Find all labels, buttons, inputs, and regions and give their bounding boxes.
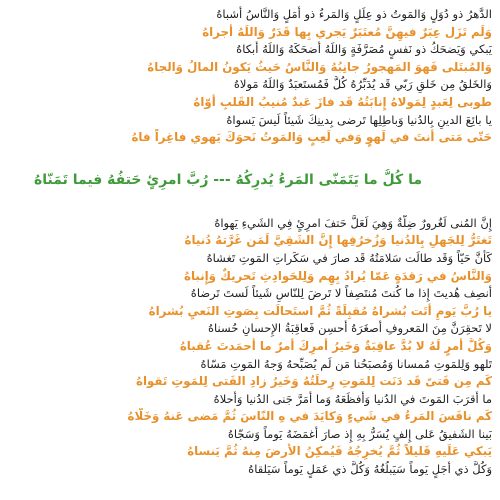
poem-line: طوبى لِعَبدٍ لِمَولاهُ إِنابَتُهُ قَد فازَ عَبدٌ مُنيبُ القَلبِ أَوّاهُ <box>193 94 492 109</box>
poem-line: لا تَحقِرَنَّ مِنَ المَعروفِ أَصغَرَهُ أَحسِن فَعاقِبَةُ الإِحسانِ حُسناهُ <box>208 321 492 336</box>
poem-line: حَتّى مَتى أَنتَ في لَهوٍ وَفي لَعِبٍ وَالمَوتُ نَحوَكَ يَهوي فاغِراً فاهُ <box>131 130 492 145</box>
poem-line: أَنصِف هُديتَ إِذا ما كُنتَ مُنتَصِفاً لا تَرضَ لِلنّاسِ شَيئاً لَستَ تَرضاهُ <box>190 286 492 301</box>
poem-line: كَم مِن فَتىً قَد دَنَت لِلمَوتِ رِحلَتُهُ وَخَيرُ زادِ الفَتى لِلمَوتِ تَقواهُ <box>136 374 492 389</box>
poem-line: ما أَقرَبَ المَوتَ في الدُنيا وَأَفظَعَهُ وَما أَمَرَّ جَنى الدُنيا وَأَحلاهُ <box>213 391 492 406</box>
poem-line: وَالنَّاسُ في رَقدَةٍ عَمّا يُرادُ بِهِم وَلِلحَوادِثِ تَحريكٌ وَإِنباهُ <box>184 268 492 283</box>
poem-heading: ما كُلُّ ما يَتَمَنّى المَرءُ يُدرِكُهُ --- رُبَّ امرِئٍ حَتفُهُ فيما تَمَنّاهُ <box>33 171 422 188</box>
poem-line: بَينا الشَفيقُ عَلى إِلفٍ يُسَرُّ بِهِ إِذ صارَ أَغمَضَهُ يَوماً وَسَجّاهُ <box>227 426 492 441</box>
poem-line: تَلهو وَلِلمَوتِ مُمسانا وَمُصبَحُنا مَن لَم يُصَبِّحهُ وَجهُ المَوتِ مَسّاهُ <box>200 356 492 371</box>
poem-stanza-2 <box>8 215 492 479</box>
poem-line: كَأَنَّ حَيّاً وَقَد طالَت سَلامَتُهُ قَد صارَ في سَكَراتِ المَوتِ تَغشاهُ <box>206 250 492 265</box>
poem-line: وَكُلُّ أَمرٍ لَهُ لا بُدَّ عاقِبَةٌ وَخَيرُ أَمرِكَ أَمرٌ ما أَحمَدتَ عُقباهُ <box>179 338 492 353</box>
poem-line: وَلَم تَزَل عِبَرٌ فيهِنَّ مُعتَبَرٌ يَجري بِها قَدَرٌ وَاللَهُ أَجراهُ <box>202 24 492 39</box>
poem-line: كَم نافَسَ المَرءُ في شَيءٍ وَكايَدَ في هِ النّاسَ ثُمَّ مَضى عَنهُ وَخَلّاهُ <box>127 409 492 424</box>
poem-line: الدَّهرُ ذو دُوَلٍ وَالمَوتُ ذو عِلَلٍ وَالمَرءُ ذو أَمَلٍ وَالنَّاسُ أَشباهُ <box>216 7 492 21</box>
poem-line: وَالخَلقُ مِن خَلقِ رَبّي قَد يُدَبِّرُهُ كُلٌّ فَمُستَعبَدٌ وَاللَهُ مَولاهُ <box>233 77 492 92</box>
poem-stanza-1 <box>8 6 492 147</box>
poem-line: وَكُلُّ ذي أَجَلٍ يَوماً سَيَبلُغُهُ وَكُلُّ ذي عَمَلٍ يَوماً سَيَلقاهُ <box>248 462 492 477</box>
poem-line: يَبكي وَيَضحَكُ ذو نَفسٍ مُصَرَّفَةٍ وَاللَهُ أَضحَكَهُ وَاللَهُ أَبكاهُ <box>236 42 492 57</box>
poem-line: تَغتَرُّ لِلجَهلِ بِالدُنيا وَزُخرُفِها إِنَّ الشَقِيَّ لَمَن غَرَّتهُ دُنياهُ <box>184 233 492 248</box>
poem-line: وَالمُبتَلى فَهوَ المَهجورُ جانِبُهُ وَالنَّاسُ حَيثُ يَكونُ المالُ وَالجاهُ <box>147 59 492 74</box>
poem-line: يا رُبَّ يَومٍ أَتَت بُشراهُ مُقبِلَةً ثُمَّ استَحالَت بِصَوتِ النَعيِ بُشراهُ <box>148 303 492 318</box>
poem-line: يا بائِعَ الدينِ بِالدُنيا وَباطِلِها تَرضى بِدينِكَ شَيئاً لَيسَ يَسواهُ <box>226 112 492 127</box>
poem-line: إِنَّ المُنى لَغُرورٌ ضِلَّةٌ وَهِيَ لَعَلَّ حَتفَ امرِئٍ فِي الشَيءِ يَهواهُ <box>214 215 492 230</box>
poem-line: يَبكي عَلَيهِ قَليلاً ثُمَّ يُخرِجُهُ فَيُمكِنُ الأَرضَ مِنهُ ثُمَّ يَنساهُ <box>187 444 492 459</box>
